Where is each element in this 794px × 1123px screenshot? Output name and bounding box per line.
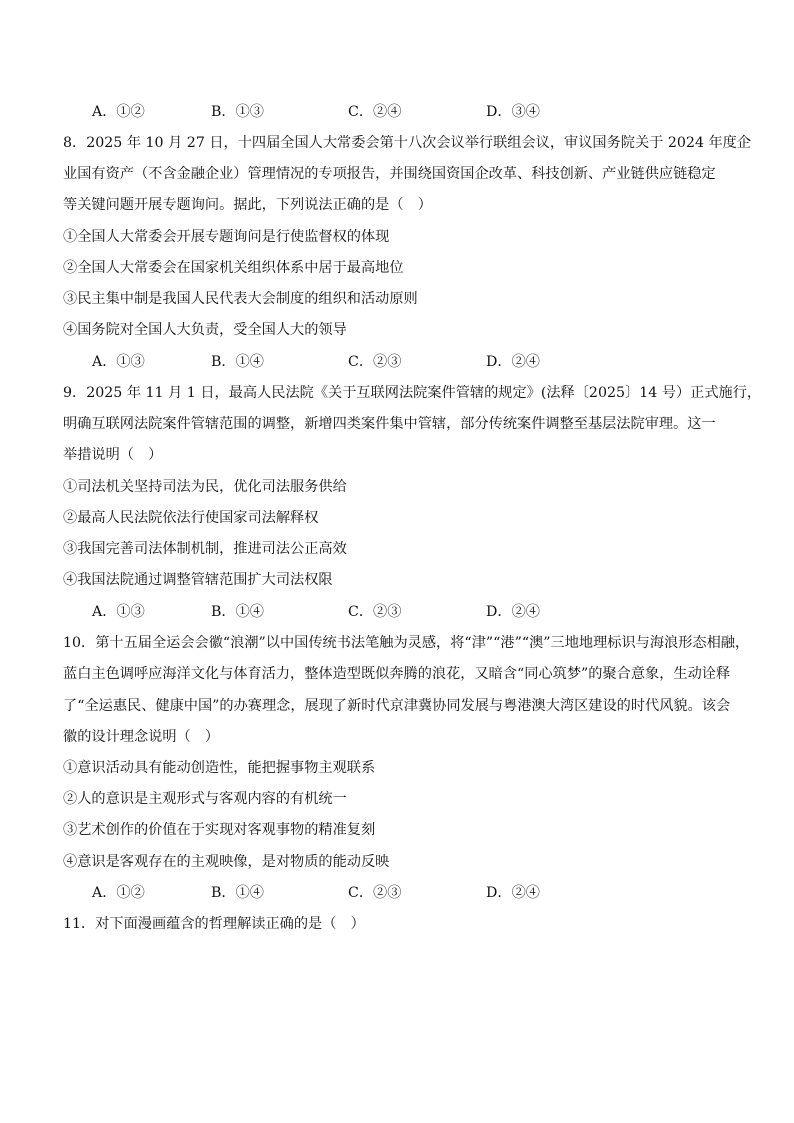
option-d: D．②④ xyxy=(486,604,540,620)
question-10-statement-2: ②人的意识是主观形式与客观内容的有机统一 xyxy=(63,791,347,807)
option-a: A．①③ xyxy=(92,604,145,620)
option-a: A．①③ xyxy=(92,354,145,370)
option-d: D．③④ xyxy=(486,104,540,120)
option-b: B．①④ xyxy=(211,354,264,370)
question-10-statement-1: ①意识活动具有能动创造性，能把握事物主观联系 xyxy=(63,760,376,776)
question-10-statement-3: ③艺术创作的价值在于实现对客观事物的精准复刻 xyxy=(63,822,376,838)
question-8-statement-1: ①全国人大常委会开展专题询问是行使监督权的体现 xyxy=(63,229,390,245)
question-8-statement-3: ③民主集中制是我国人民代表大会制度的组织和活动原则 xyxy=(63,291,418,307)
question-11-stem-line-1: 11．对下面漫画蕴含的哲理解读正确的是（ ） xyxy=(63,916,365,932)
option-c: C．②③ xyxy=(348,354,402,370)
question-9-stem-line-1: 9．2025 年 11 月 1 日，最高人民法院《关于互联网法院案件管辖的规定》(法释〔2025〕14 号）正式施行， xyxy=(63,385,762,401)
question-8-stem-line-1: 8．2025 年 10 月 27 日，十四届全国人大常委会第十八次会议举行联组会议，审议国务院关于 2024 年度企 xyxy=(63,135,752,151)
option-d: D．②④ xyxy=(486,885,540,901)
option-c: C．②③ xyxy=(348,604,402,620)
question-10-statement-4: ④意识是客观存在的主观映像，是对物质的能动反映 xyxy=(63,854,390,870)
option-a: A．①② xyxy=(92,885,145,901)
question-8-stem-line-3: 等关键问题开展专题询问。据此，下列说法正确的是（ ） xyxy=(63,197,432,213)
option-b: B．①④ xyxy=(211,604,264,620)
option-d: D．②④ xyxy=(486,354,540,370)
option-a: A．①② xyxy=(92,104,145,120)
question-9-statement-4: ④我国法院通过调整管辖范围扩大司法权限 xyxy=(63,572,333,588)
question-9-statement-2: ②最高人民法院依法行使国家司法解释权 xyxy=(63,510,319,526)
question-8-statement-2: ②全国人大常委会在国家机关组织体系中居于最高地位 xyxy=(63,260,404,276)
question-9-stem-line-2: 明确互联网法院案件管辖范围的调整，新增四类案件集中管辖，部分传统案件调整至基层法院审理。这一 xyxy=(63,416,716,432)
question-8-stem-line-2: 业国有资产（不含金融企业）管理情况的专项报告，并围绕国资国企改革、科技创新、产业链供应链稳定 xyxy=(63,166,716,182)
question-9-stem-line-3: 举措说明（ ） xyxy=(63,447,163,463)
question-10-stem-line-4: 徽的设计理念说明（ ） xyxy=(63,729,220,745)
option-c: C．②④ xyxy=(348,104,402,120)
option-b: B．①③ xyxy=(211,104,264,120)
question-10-stem-line-3: 了“全运惠民、健康中国”的办赛理念，展现了新时代京津冀协同发展与粤港澳大湾区建设的时代风貌。该会 xyxy=(63,698,731,714)
option-b: B．①④ xyxy=(211,885,264,901)
question-9-statement-3: ③我国完善司法体制机制，推进司法公正高效 xyxy=(63,541,347,557)
question-10-stem-line-2: 蓝白主色调呼应海洋文化与体育活力，整体造型既似奔腾的浪花，又暗含“同心筑梦”的聚合意象，生动诠释 xyxy=(63,666,731,682)
option-c: C．②③ xyxy=(348,885,402,901)
question-8-statement-4: ④国务院对全国人大负责，受全国人大的领导 xyxy=(63,322,347,338)
question-10-stem-line-1: 10．第十五届全运会会徽“浪潮”以中国传统书法笔触为灵感，将“津”“港”“澳”三地地理标识与海浪形态相融， xyxy=(63,635,750,651)
question-9-statement-1: ①司法机关坚持司法为民，优化司法服务供给 xyxy=(63,479,347,495)
